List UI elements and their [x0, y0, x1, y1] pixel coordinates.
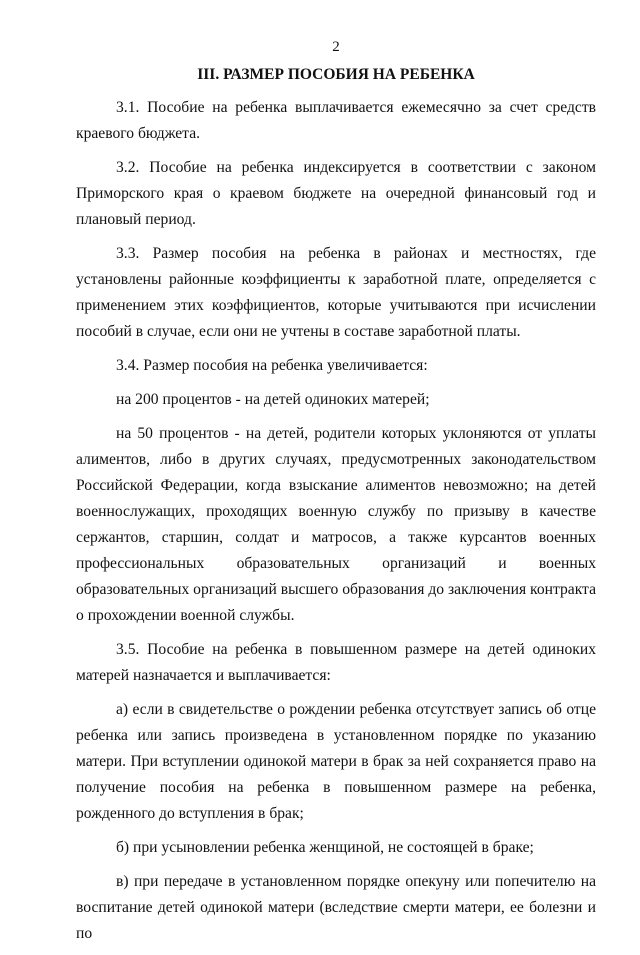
- paragraph-3-5-item-a: а) если в свидетельстве о рождении ребенка отсутствует запись об отце ребенка или запись произведена в установленном порядке по указанию матери. При вступлении одинокой матери в брак за ней сохраняется право на получение пособия на ребенка в повышенном размере на ребенка, рожденного до вступления в брак;: [76, 701, 596, 822]
- paragraph-3-5-item-v: в) при передаче в установленном порядке опекуну или попечителю на воспитание детей одинокой матери (вследствие смерти матери, ее болезни и по: [76, 873, 596, 942]
- paragraph-3-1: 3.1. Пособие на ребенка выплачивается ежемесячно за счет средств краевого бюджета.: [76, 99, 596, 142]
- paragraph-3-4-item-50: на 50 процентов - на детей, родители которых уклоняются от уплаты алиментов, либо в других случаях, предусмотренных законодательством Российской Федерации, когда взыскание алиментов невозможно; на детей военнослужащих, проходящих военную службу по призыву в качестве сержантов, старшин, солдат и матросов, а также курсантов военных профессиональных образовательных организаций и военных образовательных организаций высшего образования до заключения контракта о прохождении военной службы.: [76, 425, 596, 624]
- page-number: 2: [332, 39, 340, 55]
- paragraph-3-4-item-200: на 200 процентов - на детей одиноких матерей;: [116, 391, 430, 408]
- paragraph-3-4: 3.4. Размер пособия на ребенка увеличивается:: [116, 357, 428, 374]
- paragraph-3-5: 3.5. Пособие на ребенка в повышенном размере на детей одиноких матерей назначается и выплачивается:: [76, 641, 596, 684]
- paragraph-3-2: 3.2. Пособие на ребенка индексируется в соответствии с законом Приморского края о краевом бюджете на очередной финансовый год и плановый период.: [76, 159, 596, 228]
- paragraph-3-5-item-b: б) при усыновлении ребенка женщиной, не состоящей в браке;: [116, 839, 534, 856]
- paragraph-3-3: 3.3. Размер пособия на ребенка в районах и местностях, где установлены районные коэффициенты к заработной плате, определяется с применением этих коэффициентов, которые учитываются при исчислении пособий в случае, если они не учтены в составе заработной платы.: [76, 245, 596, 340]
- document-page: [76, 36, 596, 955]
- section-heading: III. РАЗМЕР ПОСОБИЯ НА РЕБЕНКА: [197, 66, 475, 83]
